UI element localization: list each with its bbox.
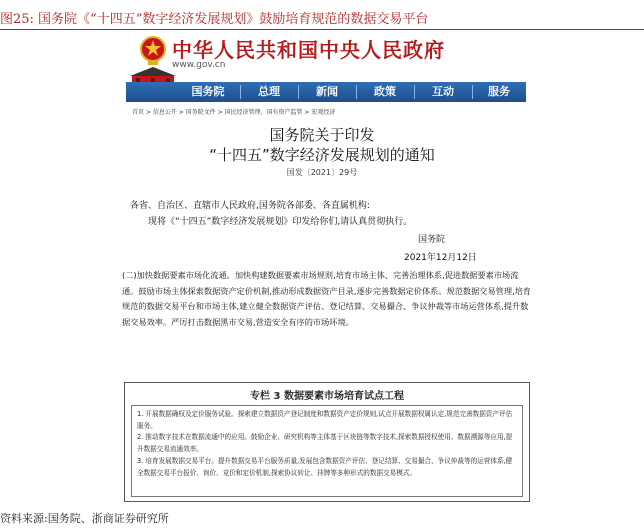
figure-source: 资料来源:国务院、浙商证券研究所	[0, 512, 169, 525]
nav-item-services[interactable]: 服务	[488, 85, 510, 98]
document-title-line2: “十四五”数字经济发展规划的通知	[209, 146, 435, 164]
column-box-item: 2. 推动数字技术在数据流通中的应用。鼓励企业、研究机构等主体基于区块链等数字技术,探索数据授权使用、数据溯源等应用,提升数据交易流通效率。	[137, 433, 513, 454]
nav-item-news[interactable]: 新闻	[316, 85, 338, 98]
document-date: 2021年12月12日	[404, 253, 477, 263]
site-header	[126, 32, 526, 76]
nav-item-interaction[interactable]: 互动	[432, 85, 454, 98]
document-signature: 国务院	[418, 235, 446, 245]
excerpt-paragraph: (二)加快数据要素市场化流通。加快构建数据要素市场规则,培育市场主体、完善治理体系,促进数据要素市场流通。鼓励市场主体探索数据资产定价机制,推动形成数据资产目录,逐步完善数据定价体系。规范数据交易管理,培育规范的数据交易平台和市场主体,建立健全数据资产评估、登记结算、交易撮合、争议仲裁等市场运营体系,提升数据交易效率。严厉打击数据黑市交易,营造安全有序的市场环境。	[122, 270, 531, 327]
document-salutation: 各省、自治区、直辖市人民政府,国务院各部委、各直属机构:	[130, 201, 370, 211]
nav-separator	[414, 85, 415, 99]
breadcrumb[interactable]: 首页 > 信息公开 > 国务院文件 > 国民经济管理、国有资产监管 > 宏观经济	[132, 109, 336, 116]
figure-caption: 图25: 国务院《“十四五”数字经济发展规划》鼓励培育规范的数据交易平台	[0, 12, 429, 27]
column-box	[124, 382, 530, 502]
nav-separator	[472, 85, 473, 99]
document-body-line: 现将《“十四五”数字经济发展规划》印发给你们,请认真贯彻执行。	[148, 217, 413, 227]
national-emblem-icon	[140, 36, 166, 66]
document-number: 国发〔2021〕29号	[286, 168, 358, 177]
nav-item-premier[interactable]: 总理	[258, 85, 280, 98]
caption-divider	[0, 29, 644, 30]
document-title-line1: 国务院关于印发	[269, 126, 375, 144]
column-box-item: 1. 开展数据确权及定价服务试验。探索建立数据资产登记制度和数据资产定价规则,试点开展数据权属认定,规范完善数据资产评估服务。	[137, 410, 513, 430]
column-box-item: 3. 培育发展数据交易平台。提升数据交易平台服务质量,发展包含数据资产评估、登记结算、交易撮合、争议仲裁等的运营体系,健全数据交易平台报价、询价、竞价和定价机制,探索协议转让、挂牌等多种形式的数据交易模式。	[137, 456, 513, 477]
site-title[interactable]: 中华人民共和国中央人民政府	[172, 38, 445, 62]
main-nav	[126, 82, 526, 102]
column-box-title: 专栏 3 数据要素市场培育试点工程	[250, 391, 404, 402]
nav-item-state-council[interactable]: 国务院	[191, 85, 225, 98]
site-url[interactable]: www.gov.cn	[172, 60, 226, 70]
column-box-items	[137, 409, 517, 479]
nav-separator	[298, 85, 299, 99]
nav-separator	[356, 85, 357, 99]
nav-item-policy[interactable]: 政策	[374, 85, 396, 98]
nav-separator	[240, 85, 241, 99]
